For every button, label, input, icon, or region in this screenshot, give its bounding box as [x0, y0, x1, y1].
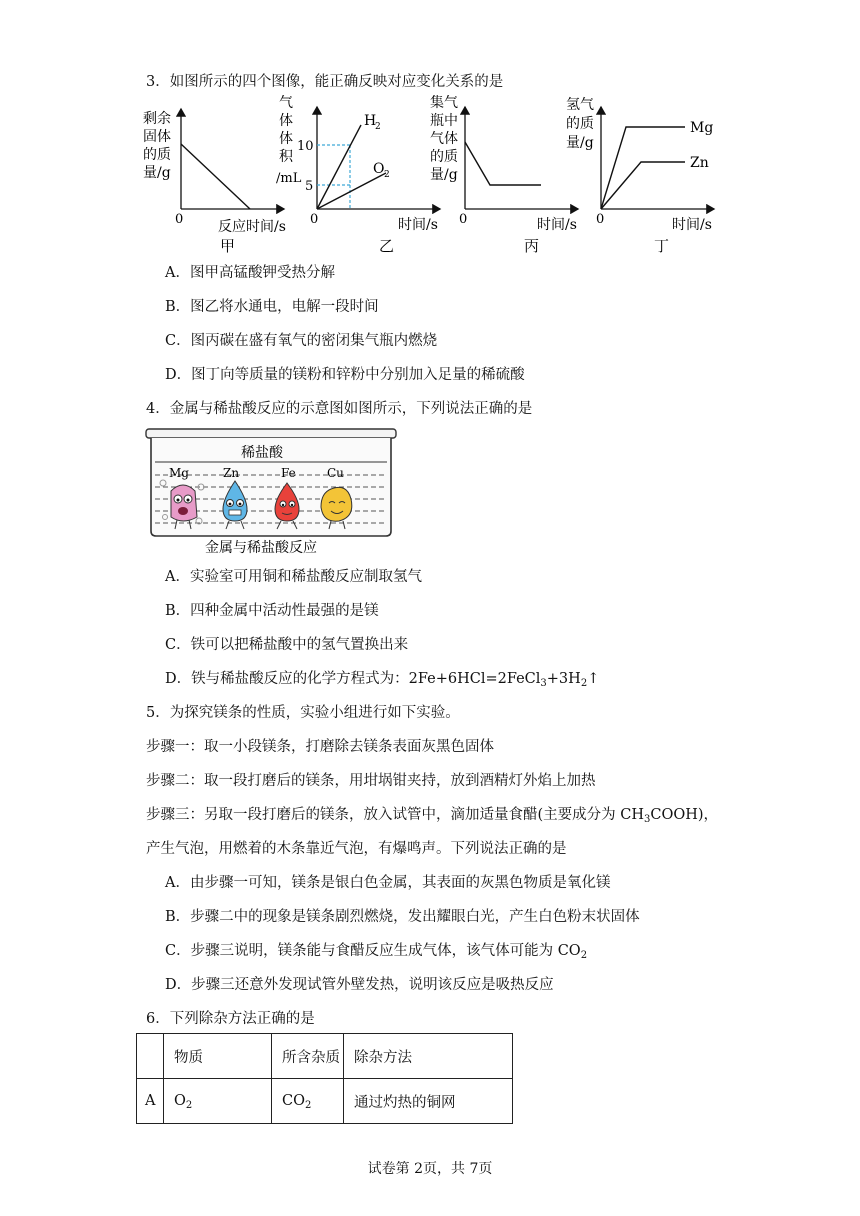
q5-step1: 步骤一：取一小段镁条，打磨除去镁条表面灰黑色固体 [146, 739, 494, 755]
row-label: A [137, 1079, 164, 1124]
ding-zn-label: Zn [690, 155, 709, 171]
table-row [137, 1079, 513, 1124]
q5-stem: 5．为探究镁条的性质，实验小组进行如下实验。 [146, 705, 460, 721]
jia-ylabel-2: 固体 [143, 129, 171, 145]
q4-stem: 4．金属与稀盐酸反应的示意图如图所示，下列说法正确的是 [146, 401, 533, 417]
bing-origin: 0 [459, 212, 468, 227]
ding-ylabel-1: 氢气 [566, 97, 594, 113]
q5-step3 [146, 805, 718, 825]
q4-d-mid: +3H [546, 671, 581, 687]
yi-caption: 乙 [379, 237, 395, 255]
jia-ylabel-3: 的质 [143, 147, 171, 163]
metal-fe: Fe [281, 466, 296, 480]
impurity-sub: 2 [304, 1100, 312, 1111]
bing-ylabel-2: 瓶中 [430, 113, 458, 129]
q5-option-d: D．步骤三还意外发现试管外壁发热，说明该反应是吸热反应 [165, 977, 554, 993]
yi-ylabel-3: 体 [279, 131, 293, 147]
jia-ylabel-1: 剩余 [143, 111, 171, 127]
metal-mg: Mg [169, 466, 189, 480]
yi-tick-10: 10 [297, 139, 314, 154]
q5-step2: 步骤二：取一段打磨后的镁条，用坩埚钳夹持，放到酒精灯外焰上加热 [146, 773, 596, 789]
header-cell-method: 除杂方法 [344, 1034, 513, 1079]
header-cell-empty [137, 1034, 164, 1079]
yi-o2-line [317, 173, 386, 209]
graph-jia [143, 109, 286, 255]
q3-graphs [0, 95, 860, 255]
ding-caption: 丁 [654, 237, 670, 255]
q5-option-b: B．步骤二中的现象是镁条剧烈燃烧，发出耀眼白光，产生白色粉末状固体 [165, 909, 640, 925]
q3-option-b: B．图乙将水通电，电解一段时间 [165, 299, 379, 315]
bing-ylabel-3: 气体 [430, 131, 458, 147]
graph-bing [430, 95, 578, 255]
bing-xlabel: 时间/s [537, 217, 577, 233]
q6-stem: 6．下列除杂方法正确的是 [146, 1011, 315, 1027]
q5-step3-post: COOH)， [650, 807, 719, 823]
q5-step3-line2: 产生气泡，用燃着的木条靠近气泡，有爆鸣声。下列说法正确的是 [146, 841, 567, 857]
q5-step3-sub: 3 [644, 814, 651, 825]
q3-option-c: C．图丙碳在盛有氧气的密闭集气瓶内燃烧 [165, 333, 438, 349]
yi-ylabel-5: /mL [276, 171, 302, 186]
jia-origin: 0 [175, 212, 184, 227]
bing-ylabel-5: 量/g [430, 167, 458, 183]
jia-caption: 甲 [220, 237, 236, 255]
q4-option-c: C．铁可以把稀盐酸中的氢气置换出来 [165, 637, 409, 653]
q5-c-sub: 2 [580, 950, 588, 961]
ding-xlabel: 时间/s [672, 217, 712, 233]
bing-line [465, 142, 541, 185]
q5-option-c [165, 941, 587, 961]
yi-tick-5: 5 [305, 179, 314, 194]
bing-ylabel-4: 的质 [430, 149, 458, 165]
yi-ylabel-2: 体 [279, 113, 293, 129]
yi-ylabel-4: 积 [279, 149, 293, 165]
q4-option-d [165, 669, 599, 689]
jia-xlabel: 反应时间/s [218, 219, 286, 235]
row-method: 通过灼热的铜网 [344, 1079, 513, 1124]
yi-h2-label: H [364, 113, 377, 129]
q6-table [136, 1033, 513, 1124]
metal-cu: Cu [327, 466, 344, 480]
table-header-row [137, 1034, 513, 1079]
q4-d-sub2: 2 [580, 678, 588, 689]
q4-d-sub1: 3 [540, 678, 547, 689]
q4-figure [143, 425, 403, 557]
header-cell-substance: 物质 [164, 1034, 272, 1079]
q4-d-pre: D．铁与稀盐酸反应的化学方程式为：2Fe+6HCl=2FeCl [165, 671, 541, 687]
graph-yi [276, 95, 440, 255]
yi-o2-sub: 2 [384, 170, 390, 180]
metal-zn: Zn [223, 466, 240, 480]
bing-caption: 丙 [524, 237, 540, 255]
q5-option-a: A．由步骤一可知，镁条是银白色金属，其表面的灰黑色物质是氧化镁 [165, 875, 611, 891]
acid-label: 稀盐酸 [241, 445, 283, 461]
header-cell-impurity: 所含杂质 [272, 1034, 344, 1079]
yi-origin: 0 [310, 212, 319, 227]
q5-c-pre: C．步骤三说明，镁条能与食醋反应生成气体，该气体可能为 CO [165, 943, 581, 959]
graph-ding [566, 97, 714, 255]
yi-h2-sub: 2 [375, 122, 381, 132]
bing-ylabel-1: 集气 [430, 95, 458, 111]
impurity-text: CO [282, 1093, 305, 1109]
yi-ylabel-1: 气 [279, 95, 293, 111]
yi-o2-label: O [373, 161, 385, 177]
yi-h2-line [317, 125, 361, 209]
q4-option-b: B．四种金属中活动性最强的是镁 [165, 603, 379, 619]
substance-text: O [174, 1093, 186, 1109]
ding-mg-line [601, 127, 685, 209]
yi-xlabel: 时间/s [398, 217, 438, 233]
ding-origin: 0 [596, 212, 605, 227]
jia-ylabel-4: 量/g [143, 165, 171, 181]
ding-ylabel-2: 的质 [566, 116, 594, 132]
page-footer: 试卷第 2页，共 7页 [367, 1161, 493, 1177]
substance-sub: 2 [185, 1100, 193, 1111]
q3-option-d: D．图丁向等质量的镁粉和锌粉中分别加入足量的稀硫酸 [165, 367, 525, 383]
q4-d-post: ↑ [587, 671, 600, 687]
q4-option-a: A．实验室可用铜和稀盐酸反应制取氢气 [165, 569, 422, 585]
figure-caption: 金属与稀盐酸反应 [205, 540, 317, 556]
q3-stem: 3．如图所示的四个图像，能正确反映对应变化关系的是 [146, 74, 504, 90]
row-substance [164, 1079, 272, 1124]
q5-step3-pre: 步骤三：另取一段打磨后的镁条，放入试管中，滴加适量食醋(主要成分为 CH [146, 807, 645, 823]
ding-ylabel-3: 量/g [566, 135, 594, 151]
jia-line [181, 144, 250, 209]
q3-option-a: A．图甲高锰酸钾受热分解 [165, 265, 335, 281]
ding-mg-label: Mg [690, 120, 714, 136]
row-impurity [272, 1079, 344, 1124]
